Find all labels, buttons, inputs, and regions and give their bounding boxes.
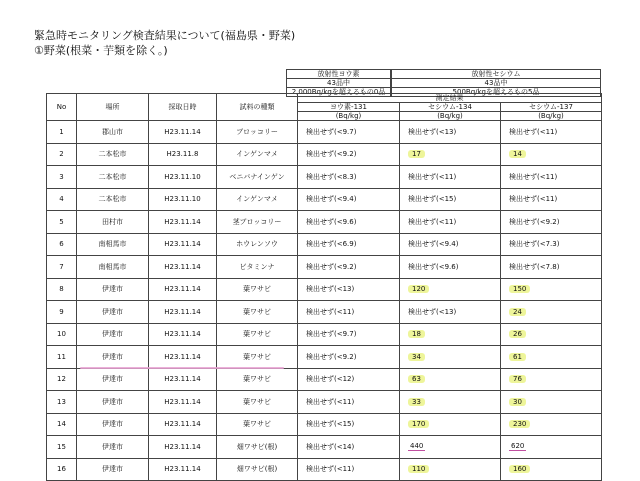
cell-date: H23.11.14 (149, 278, 217, 301)
cell-no: 6 (47, 233, 77, 256)
cell-cs134-cell (400, 346, 501, 369)
cell-sample: 葉ワサビ (217, 346, 298, 369)
cell-date: H23.11.14 (149, 301, 217, 324)
cell-i131: 検出せず(<9.2) (298, 143, 400, 166)
cell-place: 伊達市 (77, 346, 149, 369)
cell-place: 伊達市 (77, 323, 149, 346)
cell-cs137: 検出せず(<7.3) (501, 233, 602, 256)
cell-cs134: 33 (408, 398, 425, 406)
table-row (47, 346, 602, 369)
table-row (47, 436, 602, 459)
cell-place: 伊達市 (77, 391, 149, 414)
header-sample: 試料の種類 (217, 94, 298, 121)
cell-date: H23.11.10 (149, 188, 217, 211)
table-row (47, 256, 602, 279)
cesium-summary-count: 43品中 (392, 79, 601, 88)
cell-sample: 葉ワサビ (217, 391, 298, 414)
cell-sample: 茎ブロッコリー (217, 211, 298, 234)
cell-sample: 葉ワサビ (217, 301, 298, 324)
cell-cs137: 160 (509, 465, 530, 473)
table-row (47, 278, 602, 301)
table-row (47, 368, 602, 391)
cell-cs134: 17 (408, 150, 425, 158)
cell-sample: 葉ワサビ (217, 368, 298, 391)
cell-cs134: 検出せず(<9.6) (400, 256, 501, 279)
iodine-summary-limit: 2,000Bq/kgを超えるもの0品 (287, 88, 391, 97)
cell-cs137: 24 (509, 308, 526, 316)
cell-i131: 検出せず(<9.7) (298, 121, 400, 144)
table-row (47, 121, 602, 144)
header-unit-cs137: (Bq/kg) (501, 112, 602, 121)
header-no: No (47, 94, 77, 121)
cell-sample: インゲンマメ (217, 188, 298, 211)
cell-cs134: 63 (408, 375, 425, 383)
cell-cs134-cell (400, 323, 501, 346)
header-place: 場所 (77, 94, 149, 121)
cell-place: 南相馬市 (77, 256, 149, 279)
cell-place: 郡山市 (77, 121, 149, 144)
cell-no: 12 (47, 368, 77, 391)
cell-date: H23.11.14 (149, 233, 217, 256)
cell-date: H23.11.14 (149, 391, 217, 414)
cell-cs137: 76 (509, 375, 526, 383)
cell-i131: 検出せず(<15) (298, 413, 400, 436)
cell-cs134: 440 (410, 442, 424, 451)
cell-sample: インゲンマメ (217, 143, 298, 166)
cell-sample: 葉ワサビ (217, 278, 298, 301)
cell-sample: ビタミンナ (217, 256, 298, 279)
header-cs137: セシウム-137 (501, 103, 602, 112)
cell-cs137: 61 (509, 353, 526, 361)
cell-cs137-cell (501, 143, 602, 166)
header-date: 採取日時 (149, 94, 217, 121)
cell-cs137: 検出せず(<9.2) (501, 211, 602, 234)
table-row (47, 233, 602, 256)
cell-cs137-cell (501, 368, 602, 391)
cell-i131: 検出せず(<14) (298, 436, 400, 459)
table-row (47, 188, 602, 211)
cell-sample: ホウレンソウ (217, 233, 298, 256)
table-row (47, 143, 602, 166)
page-title: 緊急時モニタリング検査結果について(福島県・野菜) (34, 29, 296, 42)
cell-i131: 検出せず(<11) (298, 301, 400, 324)
cell-date: H23.11.14 (149, 346, 217, 369)
cell-cs134-cell (400, 458, 501, 481)
cell-i131: 検出せず(<9.2) (298, 346, 400, 369)
cell-cs134-cell (400, 143, 501, 166)
cell-date: H23.11.14 (149, 323, 217, 346)
cell-cs137: 620 (511, 442, 525, 451)
cell-place: 二本松市 (77, 166, 149, 189)
cell-date: H23.11.14 (149, 256, 217, 279)
cell-place: 伊達市 (77, 458, 149, 481)
cell-cs137: 150 (509, 285, 530, 293)
cell-date: H23.11.14 (149, 436, 217, 459)
cell-cs137: 230 (509, 420, 530, 428)
cell-cs137-cell (501, 391, 602, 414)
cell-no: 1 (47, 121, 77, 144)
cell-i131: 検出せず(<9.2) (298, 256, 400, 279)
cell-date: H23.11.14 (149, 211, 217, 234)
cell-sample: 畑ワサビ(根) (217, 436, 298, 459)
iodine-summary-count: 43品中 (287, 79, 391, 88)
cell-i131: 検出せず(<11) (298, 458, 400, 481)
cell-no: 13 (47, 391, 77, 414)
cell-cs134-cell (400, 391, 501, 414)
cell-i131: 検出せず(<11) (298, 391, 400, 414)
cell-date: H23.11.10 (149, 166, 217, 189)
cell-no: 8 (47, 278, 77, 301)
table-row (47, 166, 602, 189)
cell-cs134: 170 (408, 420, 429, 428)
header-i131: ヨウ素-131 (298, 103, 400, 112)
header-cs134: セシウム-134 (400, 103, 501, 112)
cell-cs134-cell (400, 436, 501, 459)
cell-cs137-cell (501, 278, 602, 301)
cell-date: H23.11.14 (149, 413, 217, 436)
header-result-group: 測定結果 (298, 94, 602, 103)
cell-place: 田村市 (77, 211, 149, 234)
cell-place: 二本松市 (77, 143, 149, 166)
cell-no: 15 (47, 436, 77, 459)
cell-cs134-cell (400, 278, 501, 301)
cell-cs137: 30 (509, 398, 526, 406)
cell-cs134: 検出せず(<9.4) (400, 233, 501, 256)
cell-cs137: 26 (509, 330, 526, 338)
cell-no: 9 (47, 301, 77, 324)
cell-cs137-cell (501, 413, 602, 436)
cell-cs134: 検出せず(<15) (400, 188, 501, 211)
cell-no: 3 (47, 166, 77, 189)
results-table (46, 93, 602, 481)
cell-i131: 検出せず(<8.3) (298, 166, 400, 189)
table-row (47, 301, 602, 324)
cell-no: 16 (47, 458, 77, 481)
cell-i131: 検出せず(<9.7) (298, 323, 400, 346)
cell-cs137-cell (501, 346, 602, 369)
cell-place: 二本松市 (77, 188, 149, 211)
cell-i131: 検出せず(<12) (298, 368, 400, 391)
cell-no: 14 (47, 413, 77, 436)
table-row (47, 458, 602, 481)
cell-cs137: 検出せず(<11) (501, 121, 602, 144)
cell-date: H23.11.8 (149, 143, 217, 166)
cell-sample: ベニバナインゲン (217, 166, 298, 189)
cell-place: 伊達市 (77, 278, 149, 301)
highlighter-mark (80, 367, 284, 369)
cell-cs134: 検出せず(<11) (400, 166, 501, 189)
cell-cs137: 検出せず(<11) (501, 166, 602, 189)
cell-cs134: 120 (408, 285, 429, 293)
cell-date: H23.11.14 (149, 121, 217, 144)
cell-no: 10 (47, 323, 77, 346)
cell-sample: 葉ワサビ (217, 413, 298, 436)
cell-cs134: 検出せず(<13) (400, 121, 501, 144)
cell-no: 2 (47, 143, 77, 166)
cell-place: 南相馬市 (77, 233, 149, 256)
cell-no: 11 (47, 346, 77, 369)
cell-cs134: 34 (408, 353, 425, 361)
cell-date: H23.11.14 (149, 368, 217, 391)
cell-place: 伊達市 (77, 301, 149, 324)
cell-cs137-cell (501, 458, 602, 481)
table-row (47, 413, 602, 436)
cell-cs137-cell (501, 323, 602, 346)
cell-sample: 葉ワサビ (217, 323, 298, 346)
cell-date: H23.11.14 (149, 458, 217, 481)
cell-sample: ブロッコリー (217, 121, 298, 144)
cell-cs134: 検出せず(<13) (400, 301, 501, 324)
iodine-summary-label: 放射性ヨウ素 (287, 70, 391, 79)
cell-i131: 検出せず(<9.6) (298, 211, 400, 234)
cell-no: 5 (47, 211, 77, 234)
cell-cs137: 14 (509, 150, 526, 158)
cell-i131: 検出せず(<13) (298, 278, 400, 301)
cell-place: 伊達市 (77, 368, 149, 391)
cell-cs137: 検出せず(<7.8) (501, 256, 602, 279)
cell-sample: 畑ワサビ(根) (217, 458, 298, 481)
cell-cs137-cell (501, 301, 602, 324)
header-unit-i131: (Bq/kg) (298, 112, 400, 121)
cell-place: 伊達市 (77, 436, 149, 459)
cesium-summary-label: 放射性セシウム (392, 70, 601, 79)
cell-no: 7 (47, 256, 77, 279)
cell-place: 伊達市 (77, 413, 149, 436)
cell-cs134-cell (400, 413, 501, 436)
page-subtitle: ①野菜(根菜・芋類を除く。) (34, 44, 168, 57)
cell-cs134: 110 (408, 465, 429, 473)
cell-cs137: 検出せず(<11) (501, 188, 602, 211)
cell-cs137-cell (501, 436, 602, 459)
cell-i131: 検出せず(<6.9) (298, 233, 400, 256)
table-row (47, 211, 602, 234)
cell-cs134: 検出せず(<11) (400, 211, 501, 234)
table-row (47, 391, 602, 414)
cell-cs134-cell (400, 368, 501, 391)
cell-no: 4 (47, 188, 77, 211)
cell-cs134: 18 (408, 330, 425, 338)
header-unit-cs134: (Bq/kg) (400, 112, 501, 121)
table-row (47, 323, 602, 346)
cell-i131: 検出せず(<9.4) (298, 188, 400, 211)
cesium-summary-limit: 500Bq/kgを超えるもの5品 (392, 88, 601, 97)
